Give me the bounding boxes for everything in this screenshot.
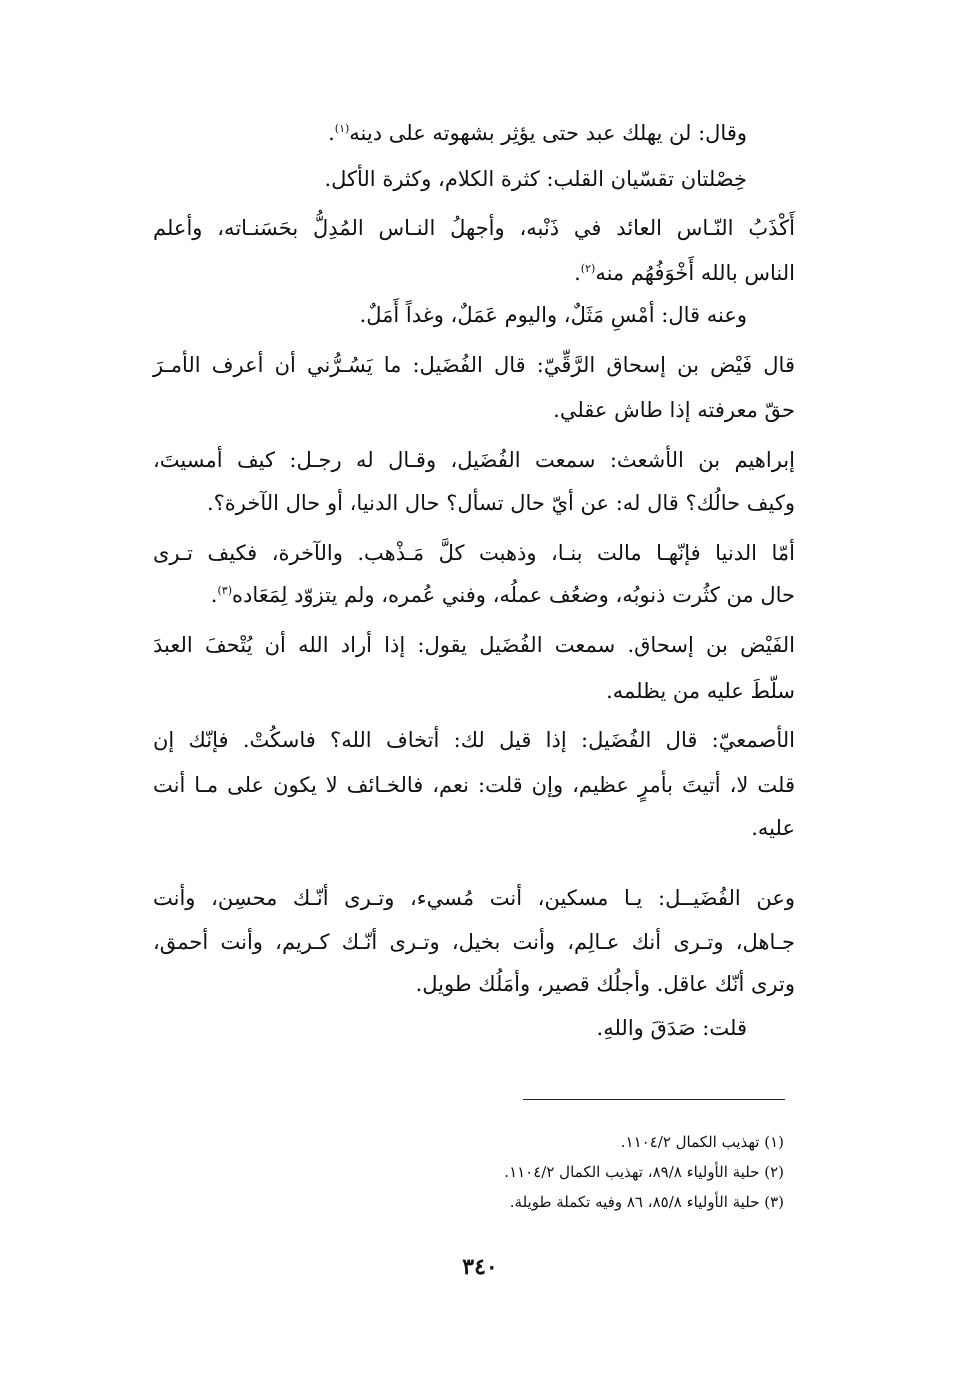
text-line-7: حقّ معرفته إذا طاش عقلي. [553,398,795,422]
line-text: وقال: لن يهلك عبد حتى يؤثِر بشهوته على دينه [349,121,747,145]
text-line-17: وعن الفُضَيــل: يـا مسكين، أنت مُسيء، وتـرى أنّـك محسِن، وأنت [153,886,795,910]
page-number: ٣٤٠ [462,1254,498,1280]
footnote-1: (١) تهذيب الكمال ١١٠٤/٢. [620,1133,784,1151]
text-line-10: أمّا الدنيا فإنّهـا مالت بنـا، وذهبت كلَّ مَـذْهب. والآخرة، فكيف تـرى [153,541,795,565]
text-line-12: الفَيْض بن إسحاق. سمعت الفُضَيل يقول: إذا أراد الله أن يُتْحفَ العبدَ [153,633,795,657]
line-end: . [574,261,581,285]
footnote-ref-3: (٣) [217,584,232,597]
text-line-1 [328,118,747,148]
text-line-18: جـاهل، وتـرى أنك عـالِم، وأنت بخيل، وتـرى أنّـك كـريم، وأنت أحمق، [153,930,795,954]
text-line-5: وعنه قال: أمْسِ مَثَلٌ، واليوم عَمَلٌ، وغداً أَمَلٌ. [359,303,747,327]
text-line-16: عليه. [751,816,795,840]
text-line-20: قلت: صَدَقَ واللهِ. [596,1016,747,1040]
line-text: الناس بالله أَخْوَفُهُم منه [595,261,795,285]
text-line-6: قال فَيْض بن إسحاق الرَّقِّيّ: قال الفُضَيل: ما يَسُـرُّني أن أعرف الأمـرَ [153,353,795,377]
text-line-9: وكيف حالُك؟ قال له: عن أيّ حال تسأل؟ حال الدنيا، أو حال الآخرة؟. [206,491,795,515]
footnote-3: (٣) حلية الأولياء ٨٥/٨، ٨٦ وفيه تكملة طويلة. [509,1193,784,1211]
text-line-2: خِصْلتان تقسّيان القلب: كثرة الكلام، وكثرة الأكل. [324,167,747,191]
text-line-8: إبراهيم بن الأشعث: سمعت الفُضَيل، وقـال له رجـل: كيف أمسيتَ، [153,448,795,472]
footnote-2: (٢) حلية الأولياء ٨٩/٨، تهذيب الكمال ١١٠٤/٢. [504,1163,784,1181]
text-line-14: الأصمعيّ: قال الفُضَيل: إذا قيل لك: أتخاف الله؟ فاسكُتْ. فإنّك إن [153,728,795,752]
text-line-13: سلّطَ عليه من يظلمه. [606,679,795,703]
footnote-ref-1: (١) [334,122,350,135]
line-end: . [210,583,218,607]
footnote-separator [523,1099,785,1100]
text-line-3: أَكْذَبُ النّـاس العائد في ذَنْبه، وأجهلُ النـاس المُدِلُّ بحَسَنـاته، وأعلم [153,216,795,240]
text-line-19: وترى أنّك عاقل. وأجلُك قصير، وأمَلُك طويل. [415,972,795,996]
footnote-ref-2: (٢) [580,262,596,275]
text-line-15: قلت لا، أتيتَ بأمرٍ عظيم، وإن قلت: نعم، فالخـائف لا يكون على مـا أنت [153,773,795,797]
text-line-11 [211,580,795,610]
text-line-4 [574,258,795,288]
line-text: حال من كثُرت ذنوبُه، وضعُف عملُه، وفني عُمره، ولم يتزوّد لِمَعَاده [231,583,795,607]
line-end: . [328,121,335,145]
